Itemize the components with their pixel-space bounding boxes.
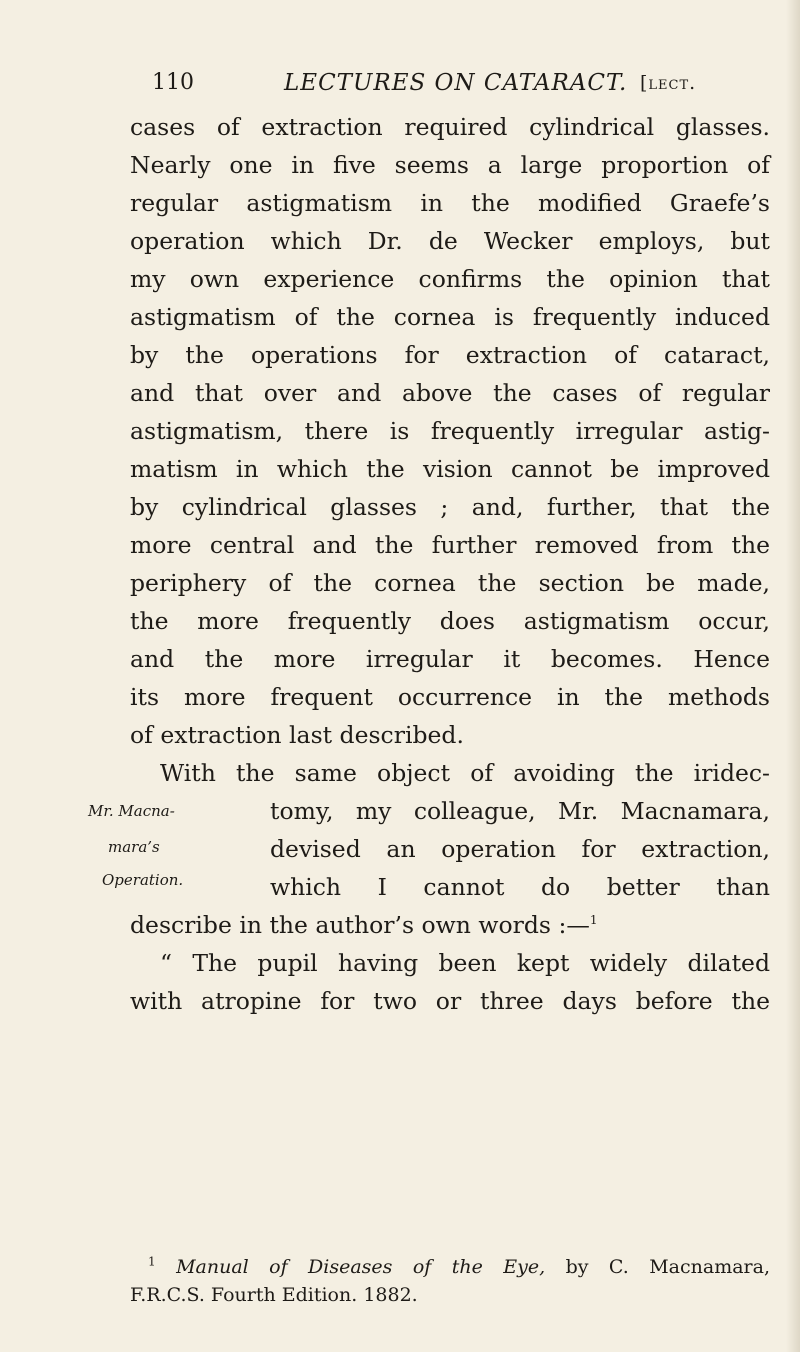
- page-number: 110: [152, 70, 194, 95]
- text-line: tomy, my colleague, Mr. Macnamara,: [270, 797, 770, 825]
- text-line: With the same object of avoiding the iridec-: [160, 759, 770, 787]
- text-line: of extraction last described.: [130, 721, 464, 749]
- footnote-line: [130, 1253, 770, 1281]
- text-line: “ The pupil having been kept widely dilated: [160, 949, 770, 977]
- margin-note-line: mara’s: [108, 838, 160, 856]
- text-line: periphery of the cornea the section be made,: [130, 569, 770, 597]
- text-line: cases of extraction required cylindrical glasses.: [130, 113, 770, 141]
- footnote-book-title: Manual of Diseases of the Eye,: [176, 1256, 546, 1278]
- text-line: matism in which the vision cannot be improved: [130, 455, 770, 483]
- text-line: the more frequently does astigmatism occur,: [130, 607, 770, 635]
- running-header: [152, 70, 792, 106]
- page-edge-shadow: [786, 0, 800, 1352]
- text-line: my own experience confirms the opinion that: [130, 265, 770, 293]
- running-title: LECTURES ON CATARACT.: [284, 70, 628, 96]
- text-line: astigmatism, there is frequently irregular astig-: [130, 417, 770, 445]
- text-line: regular astigmatism in the modified Graefe’s: [130, 189, 770, 217]
- footnote-line: F.R.C.S. Fourth Edition. 1882.: [130, 1284, 418, 1306]
- footnote-author: by C. Macnamara,: [545, 1256, 770, 1278]
- text-line: and the more irregular it becomes. Hence: [130, 645, 770, 673]
- margin-note-line: Operation.: [102, 871, 184, 889]
- footnote-marker: 1: [148, 1254, 156, 1269]
- text-line-with-footnote-ref: [130, 906, 770, 944]
- text-line: devised an operation for extraction,: [270, 835, 770, 863]
- text-line: operation which Dr. de Wecker employs, but: [130, 227, 770, 255]
- text-line: by cylindrical glasses ; and, further, that the: [130, 493, 770, 521]
- footnote-reference: 1: [589, 913, 598, 928]
- running-head-right: [lect.: [640, 72, 697, 94]
- text-line: with atropine for two or three days before the: [130, 987, 770, 1015]
- margin-note-line: Mr. Macna-: [88, 802, 175, 820]
- text-line-content: describe in the author’s own words :—: [130, 911, 590, 939]
- text-line: astigmatism of the cornea is frequently induced: [130, 303, 770, 331]
- text-line: its more frequent occurrence in the methods: [130, 683, 770, 711]
- text-line: more central and the further removed from the: [130, 531, 770, 559]
- text-line: by the operations for extraction of cataract,: [130, 341, 770, 369]
- text-line: which I cannot do better than: [270, 873, 770, 901]
- text-line: and that over and above the cases of regular: [130, 379, 770, 407]
- text-line: Nearly one in five seems a large proportion of: [130, 151, 770, 179]
